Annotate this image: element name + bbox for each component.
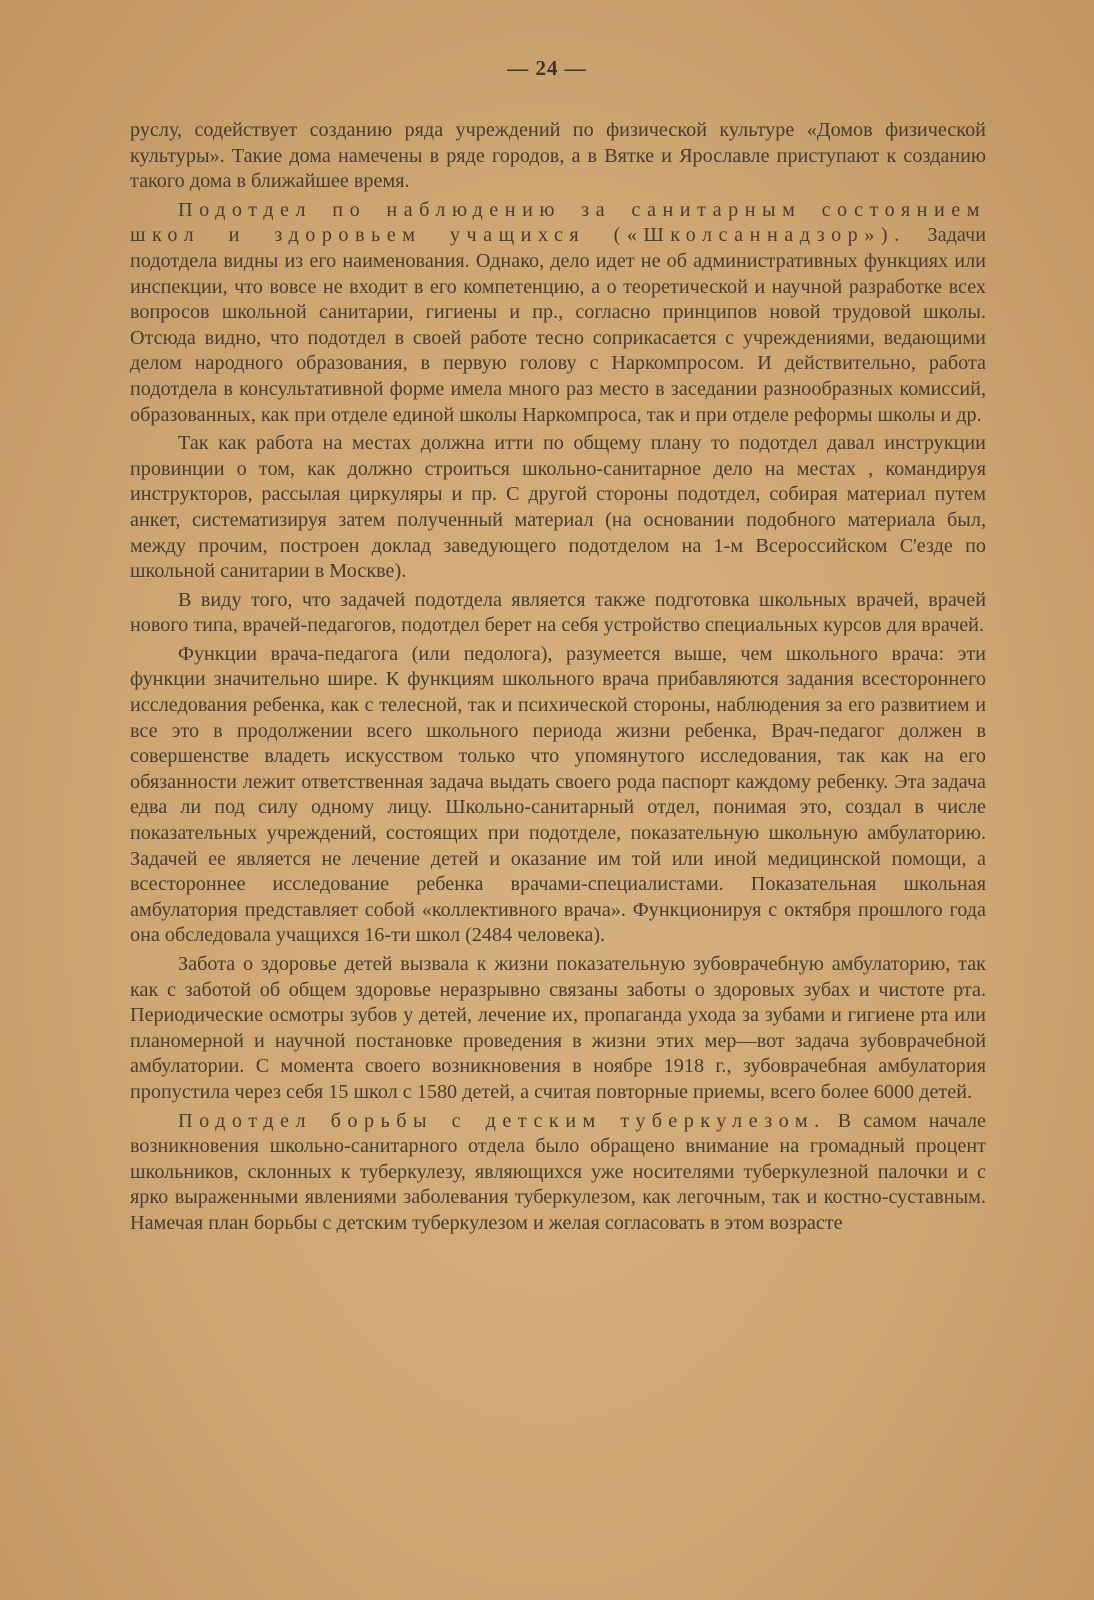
paragraph-7	[130, 1109, 986, 1237]
paragraph-5	[130, 642, 986, 949]
paragraph-3-text: Так как работа на местах должна итти по общему плану то подотдел давал инструкции провинции о том, как должно строиться школьно-санитарное дело на местах , командируя инструкторов, рассылая циркуляры и пр. С другой стороны подотдел, собирая материал путем анкет, систематизируя затем полученный материал (на основании подобного материала был, между прочим, построен доклад заведующего подотделом на 1-м Всероссийском С'езде по школьной санитарии в Москве).	[130, 432, 986, 583]
paragraph-1-text: руслу, содействует созданию ряда учреждений по физической культуре «Домов физической культуры». Такие дома намечены в ряде городов, а в Вятке и Ярославле приступают к созданию такого дома в ближайшее время.	[130, 119, 986, 193]
paragraph-3	[130, 431, 986, 585]
paragraph-1	[130, 118, 986, 195]
paragraph-2	[130, 198, 986, 428]
section-heading-school-sanitary: Подотдел по наблюдению за санитарным состоянием школ и здоровьем учащихся («Школсаннадзор»).	[130, 198, 986, 247]
paragraph-4	[130, 588, 986, 639]
section-heading-tuberculosis: Подотдел борьбы с детским туберкулезом.	[178, 1109, 826, 1132]
page-number: — 24 —	[507, 56, 587, 80]
paragraph-5-text: Функции врача-педагога (или педолога), разумеется выше, чем школьного врача: эти функции значительно шире. К функциям школьного врача прибавляются задания всестороннего исследования ребенка, как с телесной, так и психической стороны, наблюдения за его развитием и все это в продолжении всего школьного периода жизни ребенка, Врач-педагог должен в совершенстве владеть искусством только что упомянутого исследования, так как на его обязанности лежит ответственная задача выдать своего рода паспорт каждому ребенку. Эта задача едва ли под силу одному лицу. Школьно-санитарный отдел, понимая это, создал в числе показательных учреждений, состоящих при подотделе, показательную школьную амбулаторию. Задачей ее является не лечение детей и оказание им той или иной медицинской помощи, а всестороннее исследование ребенка врачами-специалистами. Показательная школьная амбулатория представляет собой «коллективного врача». Функционируя с октября прошлого года она обследовала учащихся 16-ти школ (2484 человека).	[130, 642, 986, 947]
paragraph-6-text: Забота о здоровье детей вызвала к жизни показательную зубоврачебную амбулаторию, так как с заботой об общем здоровье неразрывно связаны заботы о здоровых зубах и чистоте рта. Периодические осмотры зубов у детей, лечение их, пропаганда ухода за зубами и гигиене рта или планомерной и научной постановке проведения в жизни этих мер—вот задача зубоврачебной амбулатории. С момента своего возникновения в ноябре 1918 г., зубоврачебная амбулатория пропустила через себя 15 школ с 1580 детей, а считая повторные приемы, всего более 6000 детей.	[130, 953, 986, 1103]
paragraph-6	[130, 952, 986, 1106]
paragraph-7-text: В самом начале возникновения школьно-санитарного отдела было обращено внимание на громадный процент школьников, склонных к туберкулезу, являющихся уже носителями туберкулезной палочки и с ярко выраженными явлениями заболевания туберкулезом, как легочным, так и костно-суставным. Намечая план борьбы с детским туберкулезом и желая согласовать в этом возрасте	[130, 1109, 986, 1234]
body-text	[130, 118, 986, 1240]
paragraph-2-text: Задачи подотдела видны из его наименования. Однако, дело идет не об административных функциях или инспекции, что вовсе не входит в его компетенцию, а о теоретической и научной разработке всех вопросов школьной санитарии, гигиены и пр., согласно принципов новой трудовой школы. Отсюда видно, что подотдел в своей работе тесно соприкасается с учреждениями, ведающими делом народного образования, в первую голову с Наркомпросом. И действительно, работа подотдела в консультативной форме имела много раз место в заседании разнообразных комиссий, образованных, как при отделе единой школы Наркомпроса, так и при отделе реформы школы и др.	[130, 224, 986, 426]
paragraph-4-text: В виду того, что задачей подотдела является также подготовка школьных врачей, врачей нового типа, врачей-педагогов, подотдел берет на себя устройство специальных курсов для врачей.	[130, 588, 986, 637]
